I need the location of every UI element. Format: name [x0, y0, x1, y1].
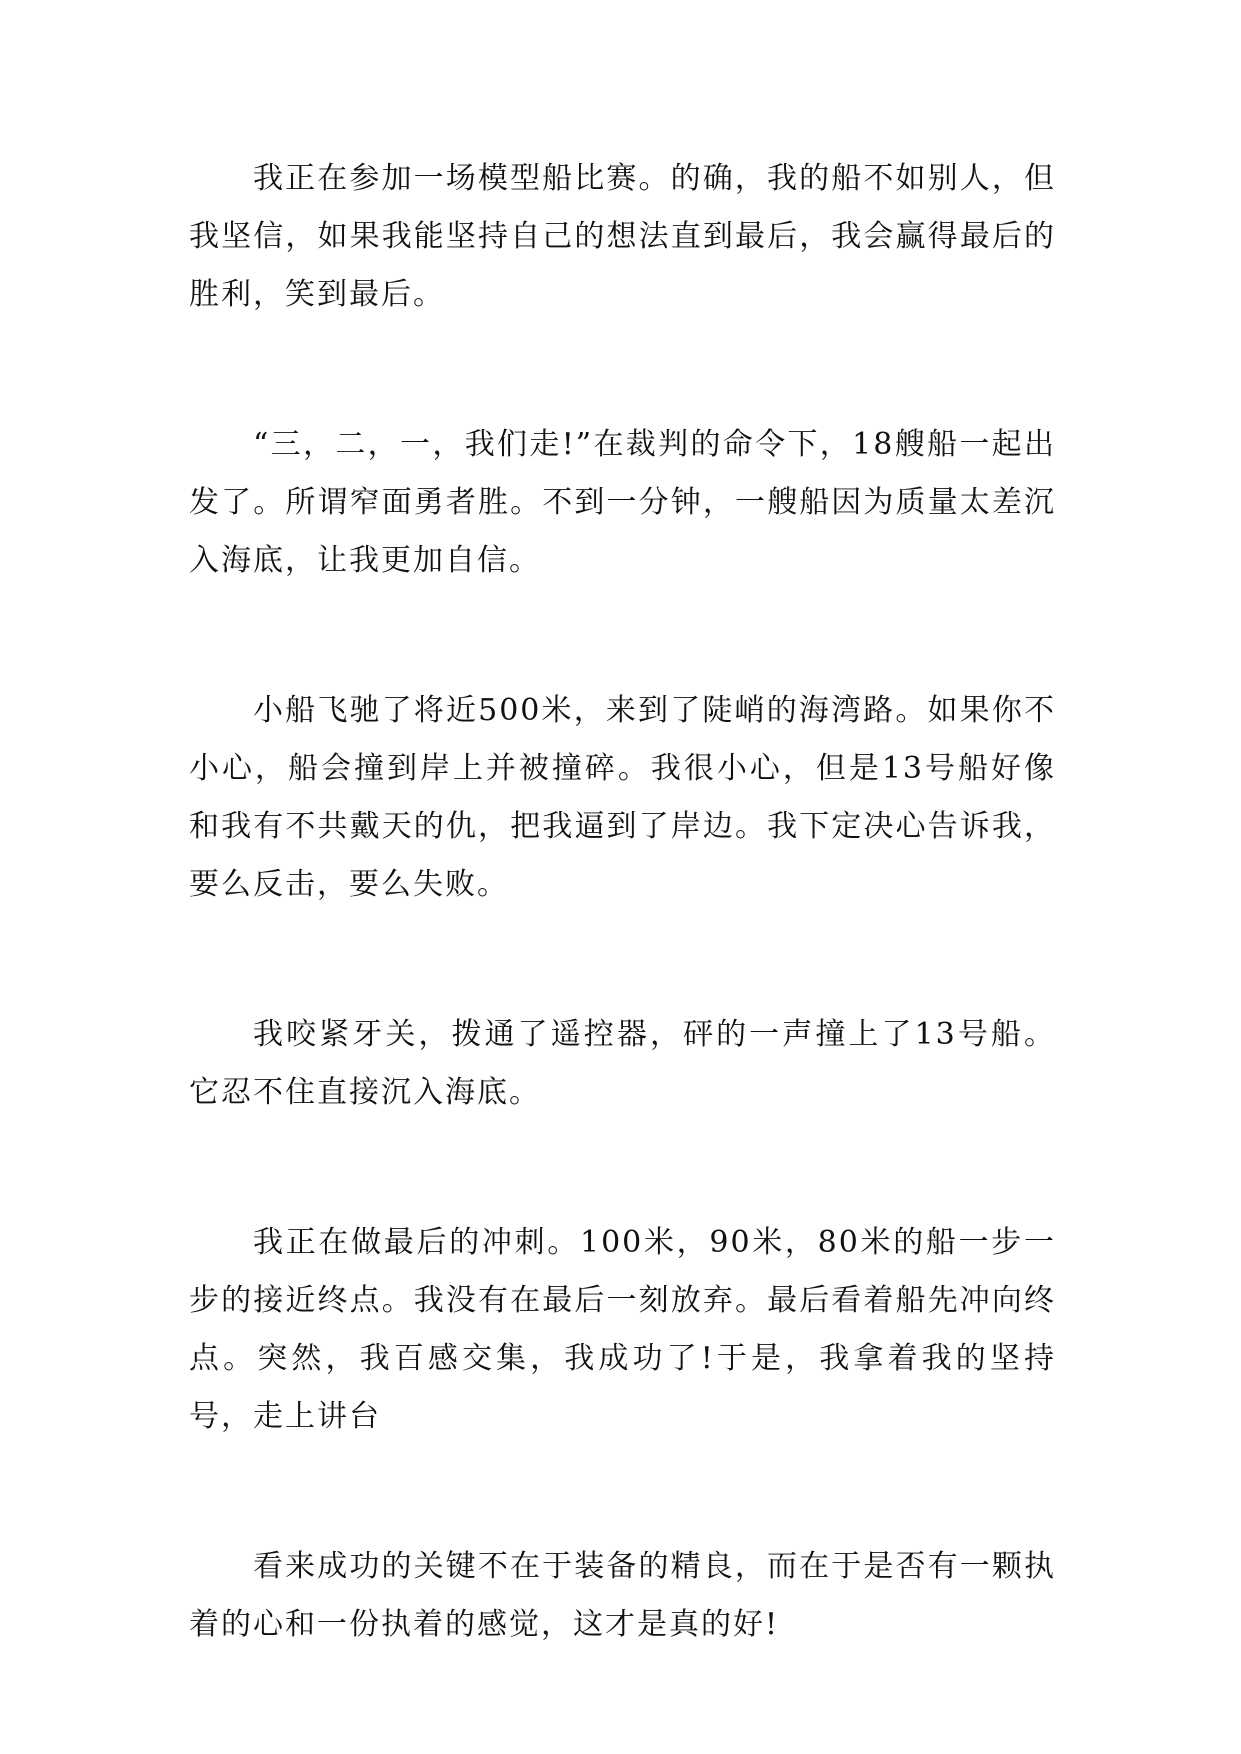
paragraph-4: 我咬紧牙关，拨通了遥控器，砰的一声撞上了13号船。它忍不住直接沉入海底。 — [189, 1017, 1056, 1110]
document-body — [189, 150, 1056, 1654]
paragraph-3: 小船飞驰了将近500米，来到了陡峭的海湾路。如果你不小心，船会撞到岸上并被撞碎。我很小心，但是13号船好像和我有不共戴天的仇，把我逼到了岸边。我下定决心告诉我，要么反击，要么失败。 — [189, 693, 1056, 902]
paragraph-1: 我正在参加一场模型船比赛。的确，我的船不如别人，但我坚信，如果我能坚持自己的想法直到最后，我会赢得最后的胜利，笑到最后。 — [189, 161, 1056, 312]
paragraph-6: 看来成功的关键不在于装备的精良，而在于是否有一颗执着的心和一份执着的感觉，这才是真的好! — [189, 1549, 1056, 1642]
paragraph-5: 我正在做最后的冲刺。100米，90米，80米的船一步一步的接近终点。我没有在最后一刻放弃。最后看着船先冲向终点。突然，我百感交集，我成功了!于是，我拿着我的坚持号，走上讲台 — [189, 1225, 1056, 1434]
paragraph-2: “三，二，一，我们走!”在裁判的命令下，18艘船一起出发了。所谓窄面勇者胜。不到一分钟，一艘船因为质量太差沉入海底，让我更加自信。 — [189, 427, 1056, 578]
